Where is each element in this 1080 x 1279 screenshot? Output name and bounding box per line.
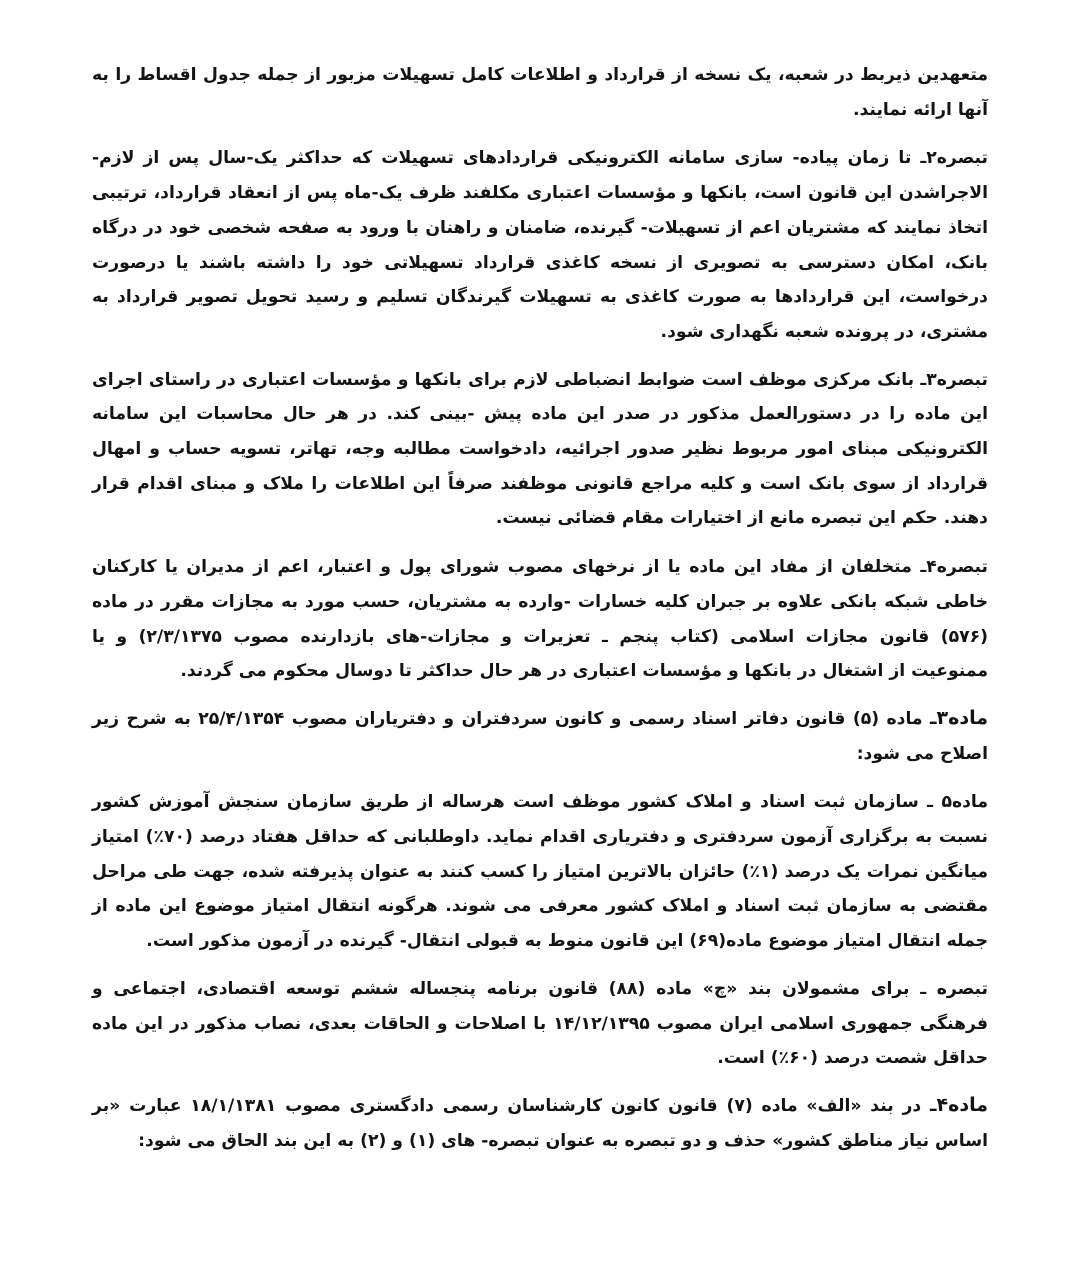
paragraph-madde-4 <box>92 1088 988 1158</box>
madde-4-body: در بند «الف» ماده (۷) قانون کانون کارشناسان رسمی دادگستری مصوب ۱۸/۱/۱۳۸۱ عبارت «بر اساس نیاز مناطق کشور» حذف و دو تبصره به عنوان تبصره- های (۱) و (۲) به این بند الحاق می شود: <box>92 1095 988 1151</box>
paragraph-tabsare-3: تبصره۳ـ بانک مرکزی موظف است ضوابط انضباطی لازم برای بانکها و مؤسسات اعتباری در راستای اجرای این ماده را در دستورالعمل مذکور در صدر این ماده پیش -بینی کند. در هر حال محاسبات این سامانه الکترونیکی مبنای امور مربوط نظیر صدور اجرائیه، دادخواست مطالبه وجه، تهاتر، تسویه حساب و امهال قرارداد از سوی بانک است و کلیه مراجع قانونی موظفند صرفاً این اطلاعات را ملاک و مبنای اقدام قرار دهند. حکم این تبصره مانع از اختیارات مقام قضائی نیست. <box>92 369 988 529</box>
paragraph-tabsare-2: تبصره۲ـ تا زمان پیاده- سازی سامانه الکترونیکی قراردادهای تسهیلات که حداکثر یک-سال پس از لازم-الاجراشدن این قانون است، بانکها و مؤسسات اعتباری مکلفند ظرف یک-ماه پس از انعقاد قرارداد، ترتیبی اتخاذ نمایند که مشتریان اعم از تسهیلات- گیرنده، ضامنان و راهنان با ورود به صفحه شخصی خود در درگاه بانک، امکان دسترسی به تصویری از نسخه کاغذی قرارداد تسهیلاتی خود را داشته باشند یا درصورت درخواست، این قراردادها به صورت کاغذی به تسهیلات گیرندگان تسلیم و رسید تحویل تصویر قرارداد به مشتری، در پرونده شعبه نگهداری شود. <box>92 148 988 342</box>
madde-4-heading: ماده۴ـ <box>930 1093 989 1116</box>
paragraph-madde-5: ماده۵ ـ سازمان ثبت اسناد و املاک کشور موظف است هرساله از طریق سازمان سنجش آموزش کشور نسبت به برگزاری آزمون سردفتری و دفتریاری اقدام نماید. داوطلبانی که حداقل هفتاد درصد (۷۰٪) امتیاز میانگین نمرات یک درصد (۱٪) حائزان بالاترین امتیاز را کسب کنند به عنوان پذیرفته شده، جهت طی مراحل مقتضی به سازمان ثبت اسناد و املاک کشور معرفی می شوند. هرگونه انتقال امتیاز موضوع این ماده از جمله انتقال امتیاز موضوع ماده(۶۹) این قانون منوط به قبولی انتقال- گیرنده در آزمون مذکور است. <box>92 792 989 952</box>
paragraph-tabsare: تبصره ـ برای مشمولان بند «چ» ماده (۸۸) قانون برنامه پنجساله ششم توسعه اقتصادی، اجتماعی و فرهنگی جمهوری اسلامی ایران مصوب ۱۴/۱۲/۱۳۹۵ با اصلاحات و الحاقات بعدی، نصاب مذکور در این ماده حداقل شصت درصد (۶۰٪) است. <box>92 978 988 1069</box>
madde-3-body: ماده (۵) قانون دفاتر اسناد رسمی و کانون سردفتران و دفتریاران مصوب ۲۵/۴/۱۳۵۴ به شرح زیر اصلاح می شود: <box>92 708 988 764</box>
paragraph-tabsare-4: تبصره۴ـ متخلفان از مفاد این ماده یا از نرخهای مصوب شورای پول و اعتبار، اعم از مدیران یا کارکنان خاطی شبکه بانکی علاوه بر جبران کلیه خسارات -وارده به مشتریان، حسب مورد به مجازات مقرر در ماده (۵۷۶) قانون مجازات اسلامی (کتاب پنجم ـ تعزیرات و مجازات-های بازدارنده مصوب ۲/۳/۱۳۷۵) و یا ممنوعیت از اشتغال در بانکها و مؤسسات اعتباری در هر حال حداکثر تا دوسال محکوم می گردند. <box>92 557 988 682</box>
paragraph-madde-3 <box>92 701 988 771</box>
madde-3-heading: ماده۳ـ <box>930 706 989 729</box>
document-page <box>92 58 988 1176</box>
paragraph-intro: متعهدین ذیربط در شعبه، یک نسخه از قرارداد و اطلاعات کامل تسهیلات مزبور از جمله جدول اقساط را به آنها ارائه نمایند. <box>92 65 988 120</box>
